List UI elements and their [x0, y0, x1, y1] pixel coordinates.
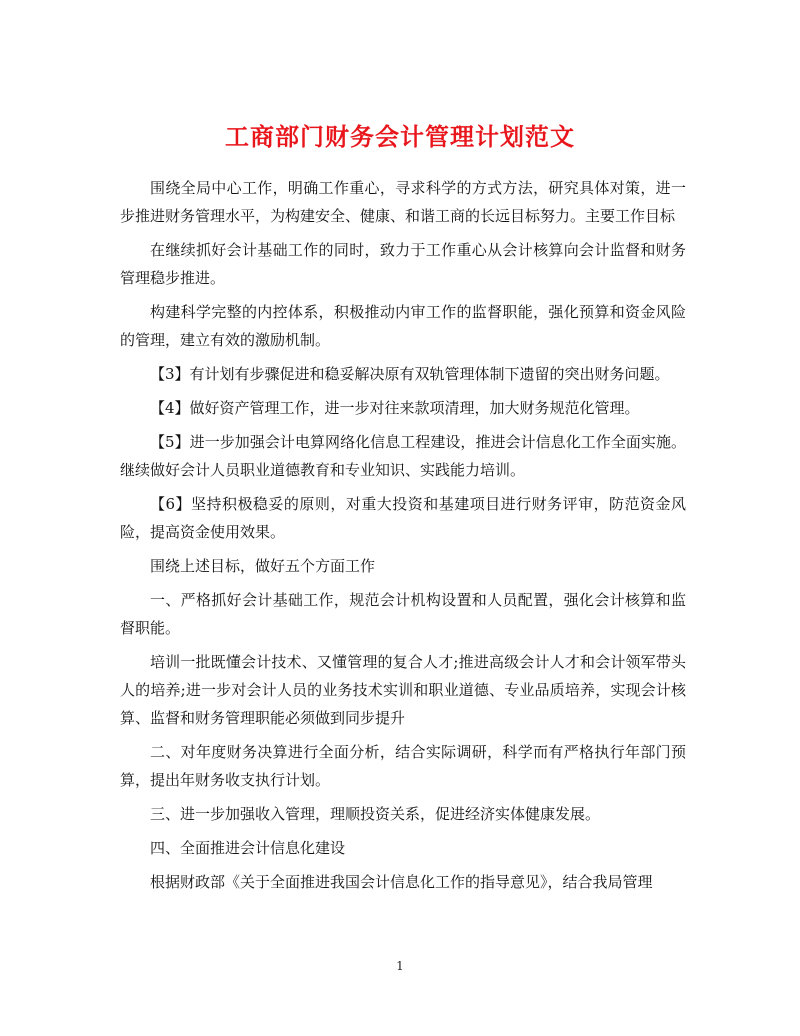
paragraph: 根据财政部《关于全面推进我国会计信息化工作的指导意见》，结合我局管理 — [150, 873, 653, 891]
document-body — [120, 174, 686, 902]
paragraph: 【5】进一步加强会计电算网络化信息工程建设，推进会计信息化工作全面实施。继续做好会计人员职业道德教育和专业知识、实践能力培训。 — [120, 433, 686, 479]
paragraph: 四、全面推进会计信息化建设 — [150, 839, 346, 857]
paragraph: 构建科学完整的内控体系，积极推动内审工作的监督职能，强化预算和资金风险的管理，建立有效的激励机制。 — [120, 303, 686, 349]
paragraph: 围绕全局中心工作，明确工作重心，寻求科学的方式方法，研究具体对策，进一步推进财务管理水平，为构建安全、健康、和谐工商的长远目标努力。主要工作目标 — [120, 179, 686, 225]
paragraph: 培训一批既懂会计技术、又懂管理的复合人才;推进高级会计人才和会计领军带头人的培养;进一步对会计人员的业务技术实训和职业道德、专业品质培养，实现会计核算、监督和财务管理职能必须做到同步提升 — [120, 653, 686, 727]
paragraph: 一、严格抓好会计基础工作，规范会计机构设置和人员配置，强化会计核算和监督职能。 — [120, 591, 686, 637]
paragraph: 三、进一步加强收入管理，理顺投资关系，促进经济实体健康发展。 — [150, 805, 601, 823]
paragraph: 【3】有计划有步骤促进和稳妥解决原有双轨管理体制下遗留的突出财务问题。 — [150, 365, 670, 383]
paragraph: 在继续抓好会计基础工作的同时，致力于工作重心从会计核算向会计监督和财务管理稳步推进。 — [120, 241, 686, 287]
paragraph: 【4】做好资产管理工作，进一步对往来款项清理，加大财务规范化管理。 — [150, 399, 640, 417]
page-title: 工商部门财务会计管理计划范文 — [225, 122, 575, 152]
paragraph: 二、对年度财务决算进行全面分析，结合实际调研，科学而有严格执行年部门预算，提出年财务收支执行计划。 — [120, 743, 686, 789]
page-number: 1 — [396, 959, 404, 973]
paragraph: 围绕上述目标，做好五个方面工作 — [150, 557, 376, 575]
paragraph: 【6】坚持积极稳妥的原则，对重大投资和基建项目进行财务评审，防范资金风险，提高资金使用效果。 — [120, 495, 686, 541]
